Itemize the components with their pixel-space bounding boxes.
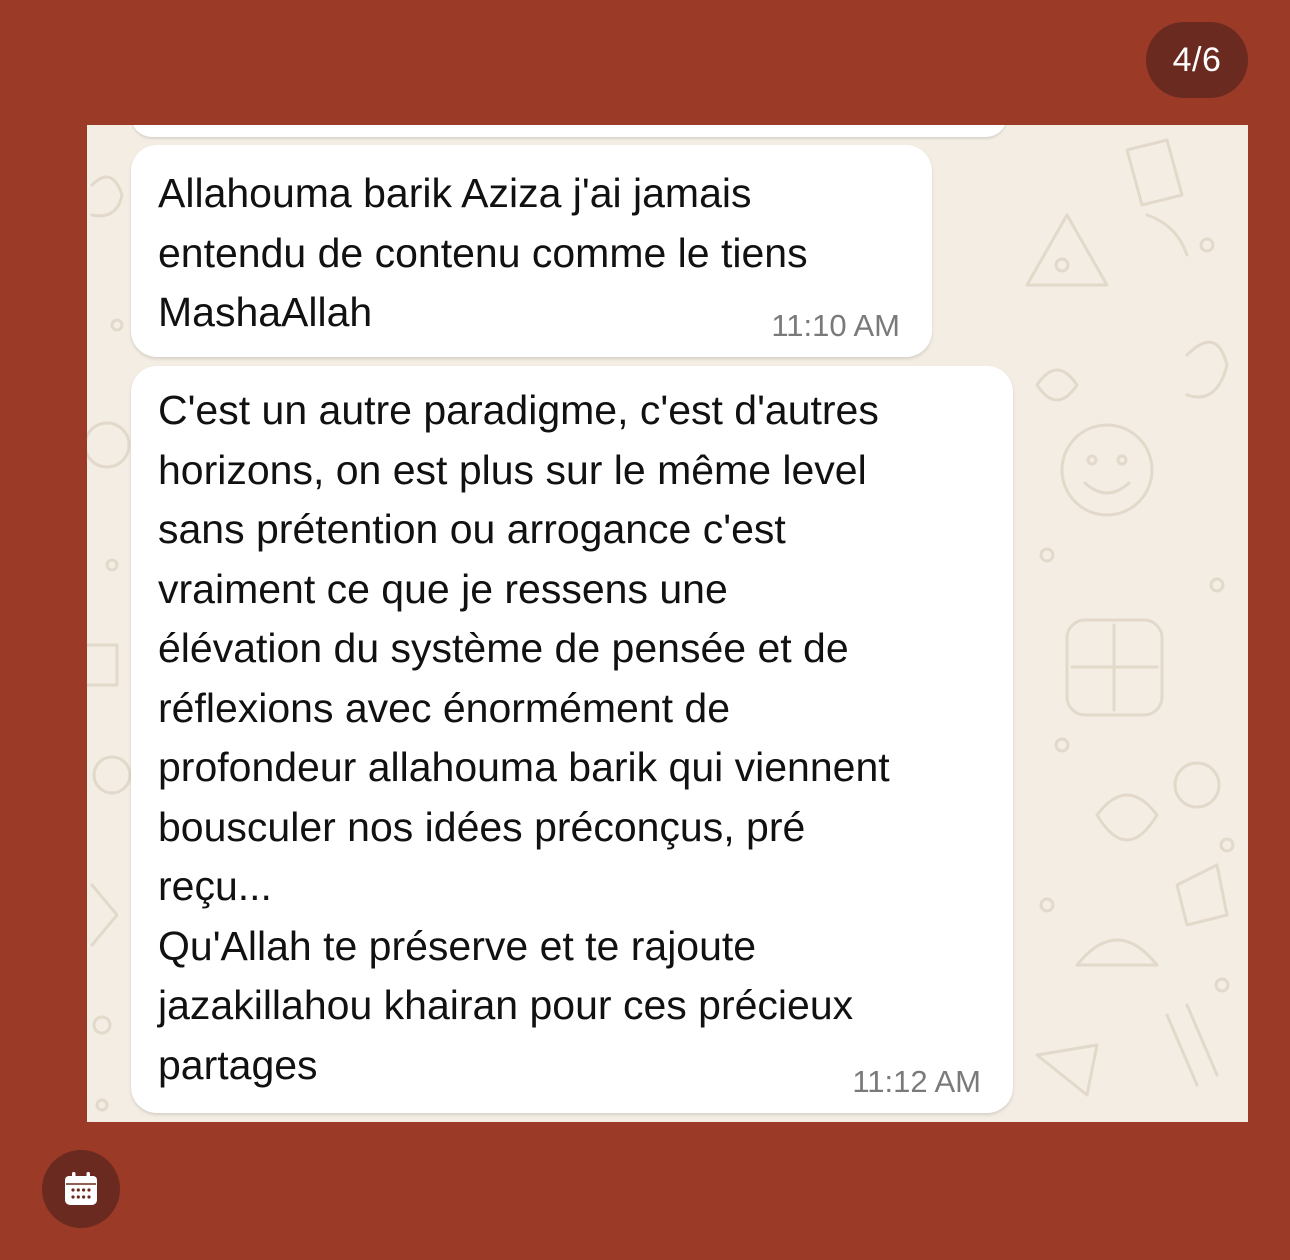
page-counter: 4/6 bbox=[1146, 22, 1248, 98]
calendar-icon bbox=[63, 1171, 99, 1207]
calendar-button[interactable] bbox=[42, 1150, 120, 1228]
previous-message-bubble bbox=[131, 125, 1007, 137]
message-text: Allahouma barik Aziza j'ai jamais entendu de contenu comme le tiens MashaAllah bbox=[158, 170, 808, 335]
message-timestamp: 11:10 AM bbox=[771, 308, 900, 343]
message-bubble[interactable] bbox=[131, 366, 1013, 1113]
message-bubble[interactable] bbox=[131, 145, 932, 357]
message-text: C'est un autre paradigme, c'est d'autres horizons, on est plus sur le même level sans prétention ou arrogance c'est vraiment ce que je ressens une élévation du système de pensée et de réflexions avec énormément de profondeur allahouma barik qui viennent bousculer nos idées préconçus, pré reçu... Qu'Allah te préserve et te rajoute jazakillahou khairan pour ces précieux partages bbox=[158, 387, 890, 1088]
chat-screenshot bbox=[87, 125, 1248, 1122]
message-timestamp: 11:12 AM bbox=[852, 1064, 981, 1099]
